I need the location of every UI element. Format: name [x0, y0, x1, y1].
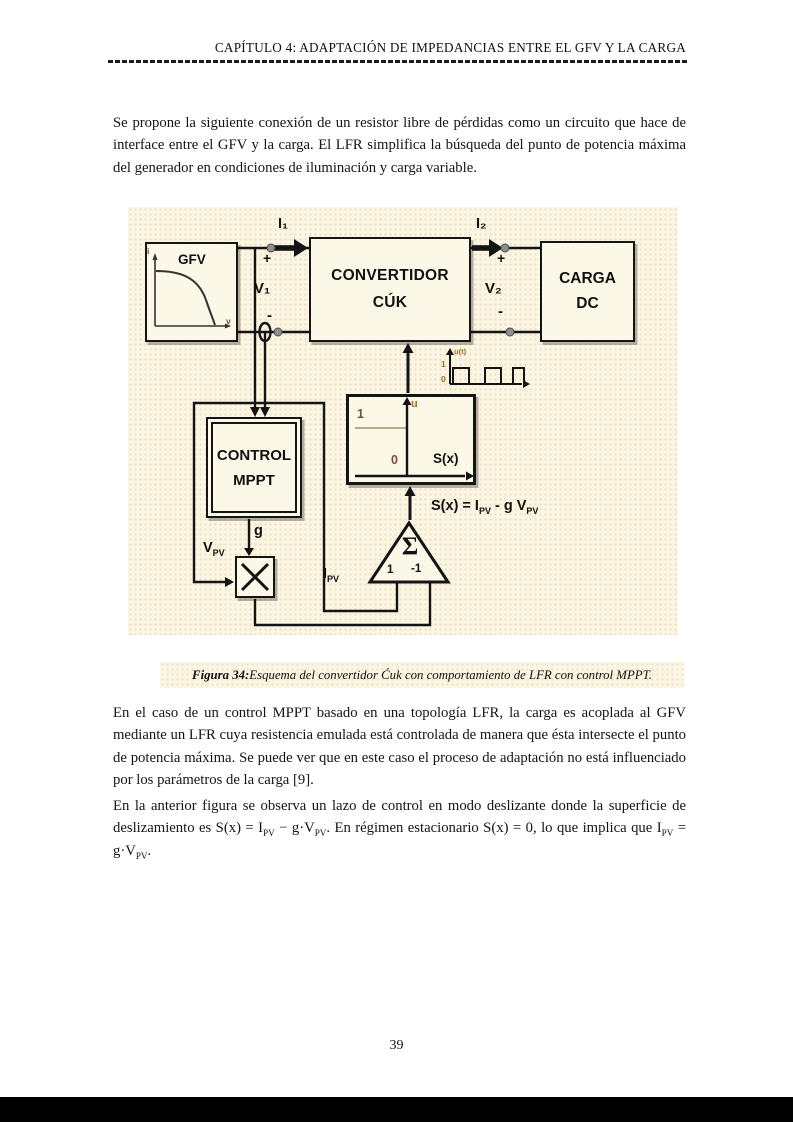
voltage-v1-label: V₁ [254, 280, 271, 297]
gain-g-label: g [254, 523, 263, 539]
paragraph-1: Se propone la siguiente conexión de un resistor libre de pérdidas como un circuito que hace de interface entre el GFV y la carga. El LFR simplifica la búsqueda del punto de potencia máxima del generador en condiciones de iluminación y carga variable. [113, 115, 686, 176]
hysteresis-u-axis-label: u [411, 398, 418, 410]
page-number: 39 [389, 1038, 404, 1053]
summer-input-plus: 1 [387, 564, 394, 576]
current-i1-label: I₁ [278, 216, 289, 232]
converter-label-line1: CONVERTIDOR [331, 267, 449, 284]
figure-caption: Figura 34: Esquema del convertidor Ćuk con comportamiento de LFR con control MPPT. [160, 662, 684, 688]
plus-sign-right: + [497, 250, 506, 266]
gfv-label: GFV [178, 252, 206, 267]
ipv-label: $I_{PV}$ [323, 566, 340, 584]
iv-curve-v-axis-label: v [226, 316, 231, 326]
paragraph-2: En el caso de un control MPPT basado en una topología LFR, la carga es acoplada al GFV mediante un LFR cuya resistencia emulada está controlada de manera que ésta intersecte el punto de potencia máxima. Se puede ver que en este caso el proceso de adaptación no está influenciado por los parámetros de la carga [9]. [113, 705, 686, 788]
voltage-v2-label: V₂ [485, 280, 502, 297]
sigma-summer-symbol: Σ [401, 533, 419, 560]
current-i2-label: I₂ [476, 216, 487, 232]
figure-wiring [128, 207, 678, 635]
pulse-plot-ut-label: u(t) [454, 347, 467, 356]
pulse-plot-one-label: 1 [441, 359, 446, 369]
load-label-line2: DC [576, 295, 599, 312]
chapter-header: CAPÍTULO 4: ADAPTACIÓN DE IMPEDANCIAS ENTRE EL GFV Y LA CARGA [214, 40, 686, 55]
hysteresis-one-label: 1 [357, 407, 364, 421]
control-label-line2: MPPT [233, 471, 275, 489]
summer-input-minus: -1 [411, 563, 422, 575]
iv-curve-i-axis-label: i [147, 246, 150, 256]
bottom-scan-band [0, 1097, 793, 1122]
figure-34-diagram [128, 207, 678, 635]
sliding-surface-equation: $S(x) = I_{PV} - g$ $V_{PV}$ [431, 498, 539, 516]
hysteresis-sx-axis-label: S(x) [433, 451, 459, 466]
minus-sign-right: - [498, 303, 503, 320]
load-label-line1: CARGA [559, 270, 616, 287]
vpv-label: $V_{PV}$ [203, 540, 225, 558]
converter-label-line2: CÚK [372, 294, 408, 311]
minus-sign-left: - [267, 307, 272, 324]
plus-sign-left: + [263, 250, 272, 266]
pulse-plot-zero-label: 0 [441, 374, 446, 384]
header-rule [108, 60, 687, 63]
paragraph-3: En la anterior figura se observa un lazo de control en modo deslizante donde la superficie de deslizamiento es $S(x) = I_{PV} - g\cdot V_{PV}$. En régimen estacionario S(x) = 0, lo que implica que $I_{PV} = g\cdot V_{PV}$. [113, 798, 687, 861]
control-label-line1: CONTROL [216, 446, 292, 464]
hysteresis-zero-label: 0 [391, 453, 398, 467]
